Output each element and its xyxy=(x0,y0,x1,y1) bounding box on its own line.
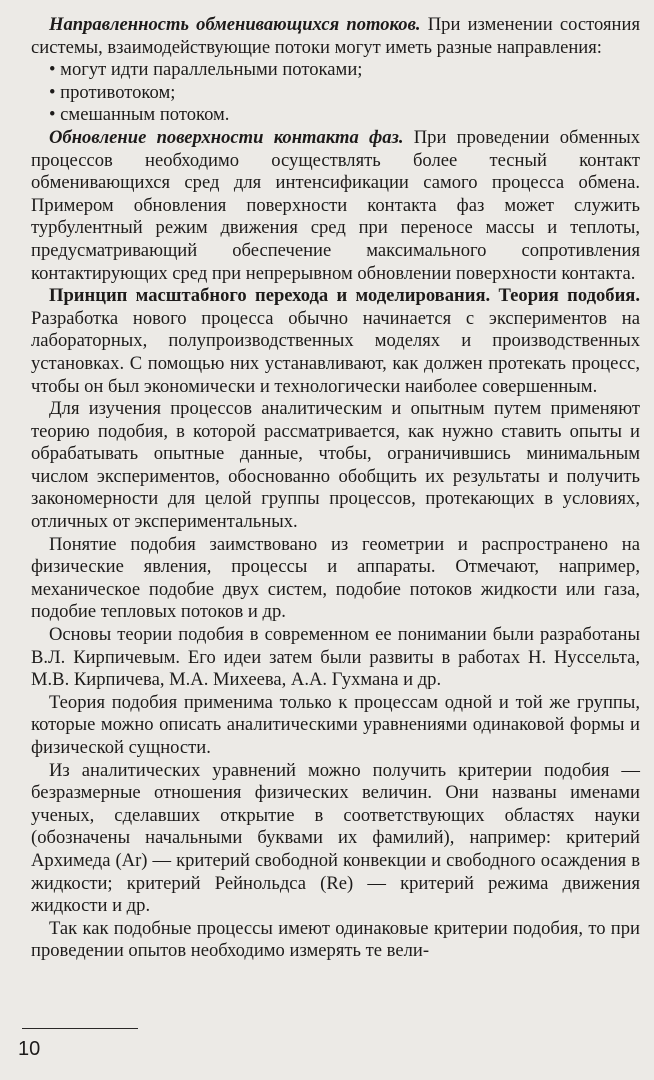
paragraph: Теория подобия применима только к процессам одной и той же группы, которые можно описать аналитическими уравнениями одинаковой формы и физической сущности. xyxy=(31,691,640,758)
page-text-body xyxy=(31,14,640,963)
list-item: • противотоком; xyxy=(49,82,640,105)
paragraph: Так как подобные процессы имеют одинаковые критерии подобия, то при проведении опытов необходимо измерять те вели- xyxy=(31,917,640,962)
paragraph: Из аналитических уравнений можно получить критерии подобия — безразмерные отношения физических величин. Они названы именами ученых, сделавших открытие в соответствующих областях науки (обозначены начальными буквами их фамилий), например: критерий Архимеда (Ar) — критерий свободной конвекции и свободного осаждения в жидкости; критерий Рейнольдса (Re) — критерий режима движения жидкости и др. xyxy=(31,759,640,917)
paragraph: Для изучения процессов аналитическим и опытным путем применяют теорию подобия, в которой рассматривается, как нужно ставить опыты и обрабатывать опытные данные, чтобы, ограничившись минимальным числом экспериментов, обоснованно обобщить их результаты и получить закономерности для целой группы процессов, протекающих в условиях, отличных от экспериментальных. xyxy=(31,398,640,533)
flow-directions-list xyxy=(31,59,640,127)
paragraph-flow-directions xyxy=(31,14,640,59)
paragraph: Основы теории подобия в современном ее понимании были разработаны В.Л. Кирпичевым. Его идеи затем были развиты в работах Н. Нуссельта, М.В. Кирпичева, М.А. Михеева, А.А. Гухмана и др. xyxy=(31,624,640,691)
list-item: • смешанным потоком. xyxy=(49,104,640,127)
heading-surface-renewal: Обновление поверхности контакта фаз. xyxy=(49,126,404,148)
paragraph-scale-transition xyxy=(31,285,640,398)
text-scale-transition: Разработка нового процесса обычно начинается с экспериментов на лабораторных, полупроизводственных моделях и производственных установках. С помощью них устанавливают, как должен протекать процесс, чтобы он был экономически и технологически наиболее совершенным. xyxy=(31,307,640,397)
list-item: • могут идти параллельными потоками; xyxy=(49,59,640,82)
heading-flow-directions: Направленность обменивающихся потоков. xyxy=(49,14,421,35)
paragraph-surface-renewal xyxy=(31,127,640,285)
footer-rule xyxy=(22,1028,138,1029)
heading-scale-transition: Принцип масштабного перехода и моделирования. Теория подобия. xyxy=(49,285,640,307)
text-flow-directions: При изменении состояния системы, взаимодействующие потоки могут иметь разные направления: xyxy=(31,14,640,58)
text-surface-renewal: При проведении обменных процессов необходимо осуществлять более тесный контакт обменивающихся сред для интенсификации самого процесса обмена. Примером обновления поверхности контакта фаз может служить турбулентный режим движения сред при переносе массы и теплоты, предусматривающий обеспечение максимального сопротивления контактирующих сред при непрерывном обновлении поверхности контакта. xyxy=(31,126,640,284)
page-number: 10 xyxy=(18,1038,41,1060)
paragraph: Понятие подобия заимствовано из геометрии и распространено на физические явления, процессы и аппараты. Отмечают, например, механическое подобие двух систем, подобие потоков жидкости или газа, подобие тепловых потоков и др. xyxy=(31,533,640,623)
